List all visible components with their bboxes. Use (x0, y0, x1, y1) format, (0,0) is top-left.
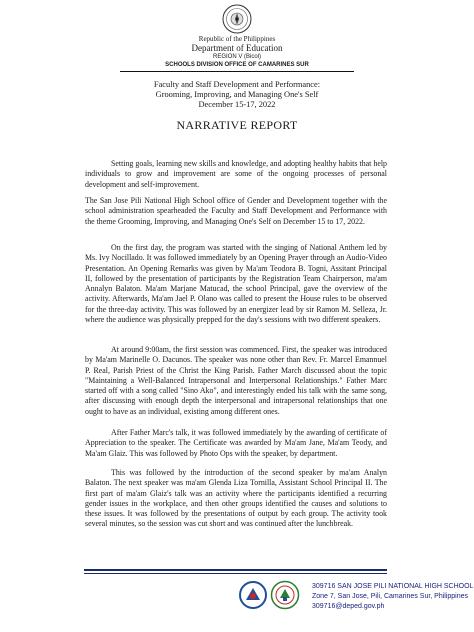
department-label: Department of Education (191, 43, 283, 53)
paragraph-awarding: After Father Marc's talk, it was followed immediately by the awarding of certificate of Appreciation to the speaker. The Certificate was awarded by Ma'am Jane, Ma'am Teody, and Ma'am Glaiz. This was followed by Photo Ops with the speaker, by department. (85, 428, 387, 458)
region-label: REGION V (Bicol) (212, 54, 261, 60)
school-seal-icon (270, 580, 300, 610)
paragraph-first-day: On the first day, the program was started with the singing of National Anthem led by Ms. Ivy Nocillado. It was followed immediately by an Opening Prayer through an Audio-Video Presentation. An Opening Remarks was given by Ma'am Teodora B. Togni, Assitant Principal II, followed by the presentation of participants by the Registration Team Chairperson, ma'am Annalyn Balaton. Ma'am Marjane Matucad, the school Principal, gave the overview of the activity. Afterwards, Ma'am Jael P. Olano was called to present the House rules to be observed for the three-day activity. This was followed by an energizer lead by sir Ramon M. Selleza, Jr. where the audience was physically prepped for the day's sessions with two different speakers. (85, 243, 387, 325)
paragraph-first-session: At around 9:00am, the first session was commenced. First, the speaker was introduced by Ma'am Marinelle O. Dacunos. The speaker was none other than Rev. Fr. Marcel Emannuel P. Real, Parish Priest of the Christ the King Parish. Father March discussed about the topic "Maintaining a Well-Balanced Intrapersonal and Interpersonal Relationships." Father Marc started off with a song called "Sino Ako", and interestingly ended his talk with the same song, after discussing with enough depth the interpersonal and intrapersonal relationships that one ought to have as an individual, existing among different ones. (85, 345, 387, 416)
republic-label: Republic of the Philippines (198, 35, 276, 43)
event-title-line2: Grooming, Improving, and Managing One's Self (155, 90, 319, 99)
paragraph-intro: Setting goals, learning new skills and knowledge, and adopting healthy habits that help individuals to grow and improvement are some of the ongoing processes of personal development and self-improvement. (85, 159, 387, 189)
paragraph-organizers: The San Jose Pili National High School office of Gender and Development together with the school administration spearheaded the Faculty and Staff Development and Performance with the theme Grooming, Improving, and Managing One's Self on December 15 to 17, 2022. (85, 196, 387, 226)
paragraph-second-speaker: This was followed by the introduction of the second speaker by ma'am Analyn Balaton. The next speaker was ma'am Glenda Liza Tornilla, Assistant School Principal II. The first part of ma'am Glaiz's talk was an activity where the participants identified a recurring gender issues in the workplace, and then other groups identified the causes and solutions to these issues. It was followed by the presentations of output by each group. The activity took several minutes, so the session was cut short and was continued after the lunchbreak. (85, 468, 387, 529)
deped-matatag-logo-icon (238, 580, 268, 610)
report-title: NARRATIVE REPORT (176, 118, 298, 132)
event-title-line1: Faculty and Staff Development and Performance: (153, 80, 321, 89)
division-label: SCHOOLS DIVISION OFFICE OF CAMARINES SUR (165, 62, 309, 68)
footer-school-id-name: 309716 SAN JOSE PILI NATIONAL HIGH SCHOOL (312, 583, 474, 590)
footer-address: Zone 7, San Jose, Pili, Camarines Sur, Philippines (312, 593, 469, 600)
event-dates: December 15-17, 2022 (198, 100, 276, 109)
footer-email[interactable]: 309716@deped.gov.ph (312, 603, 385, 610)
header-divider (120, 71, 354, 72)
footer-divider-thin (84, 573, 387, 574)
footer-divider (84, 569, 387, 571)
deped-seal-icon (222, 4, 252, 34)
